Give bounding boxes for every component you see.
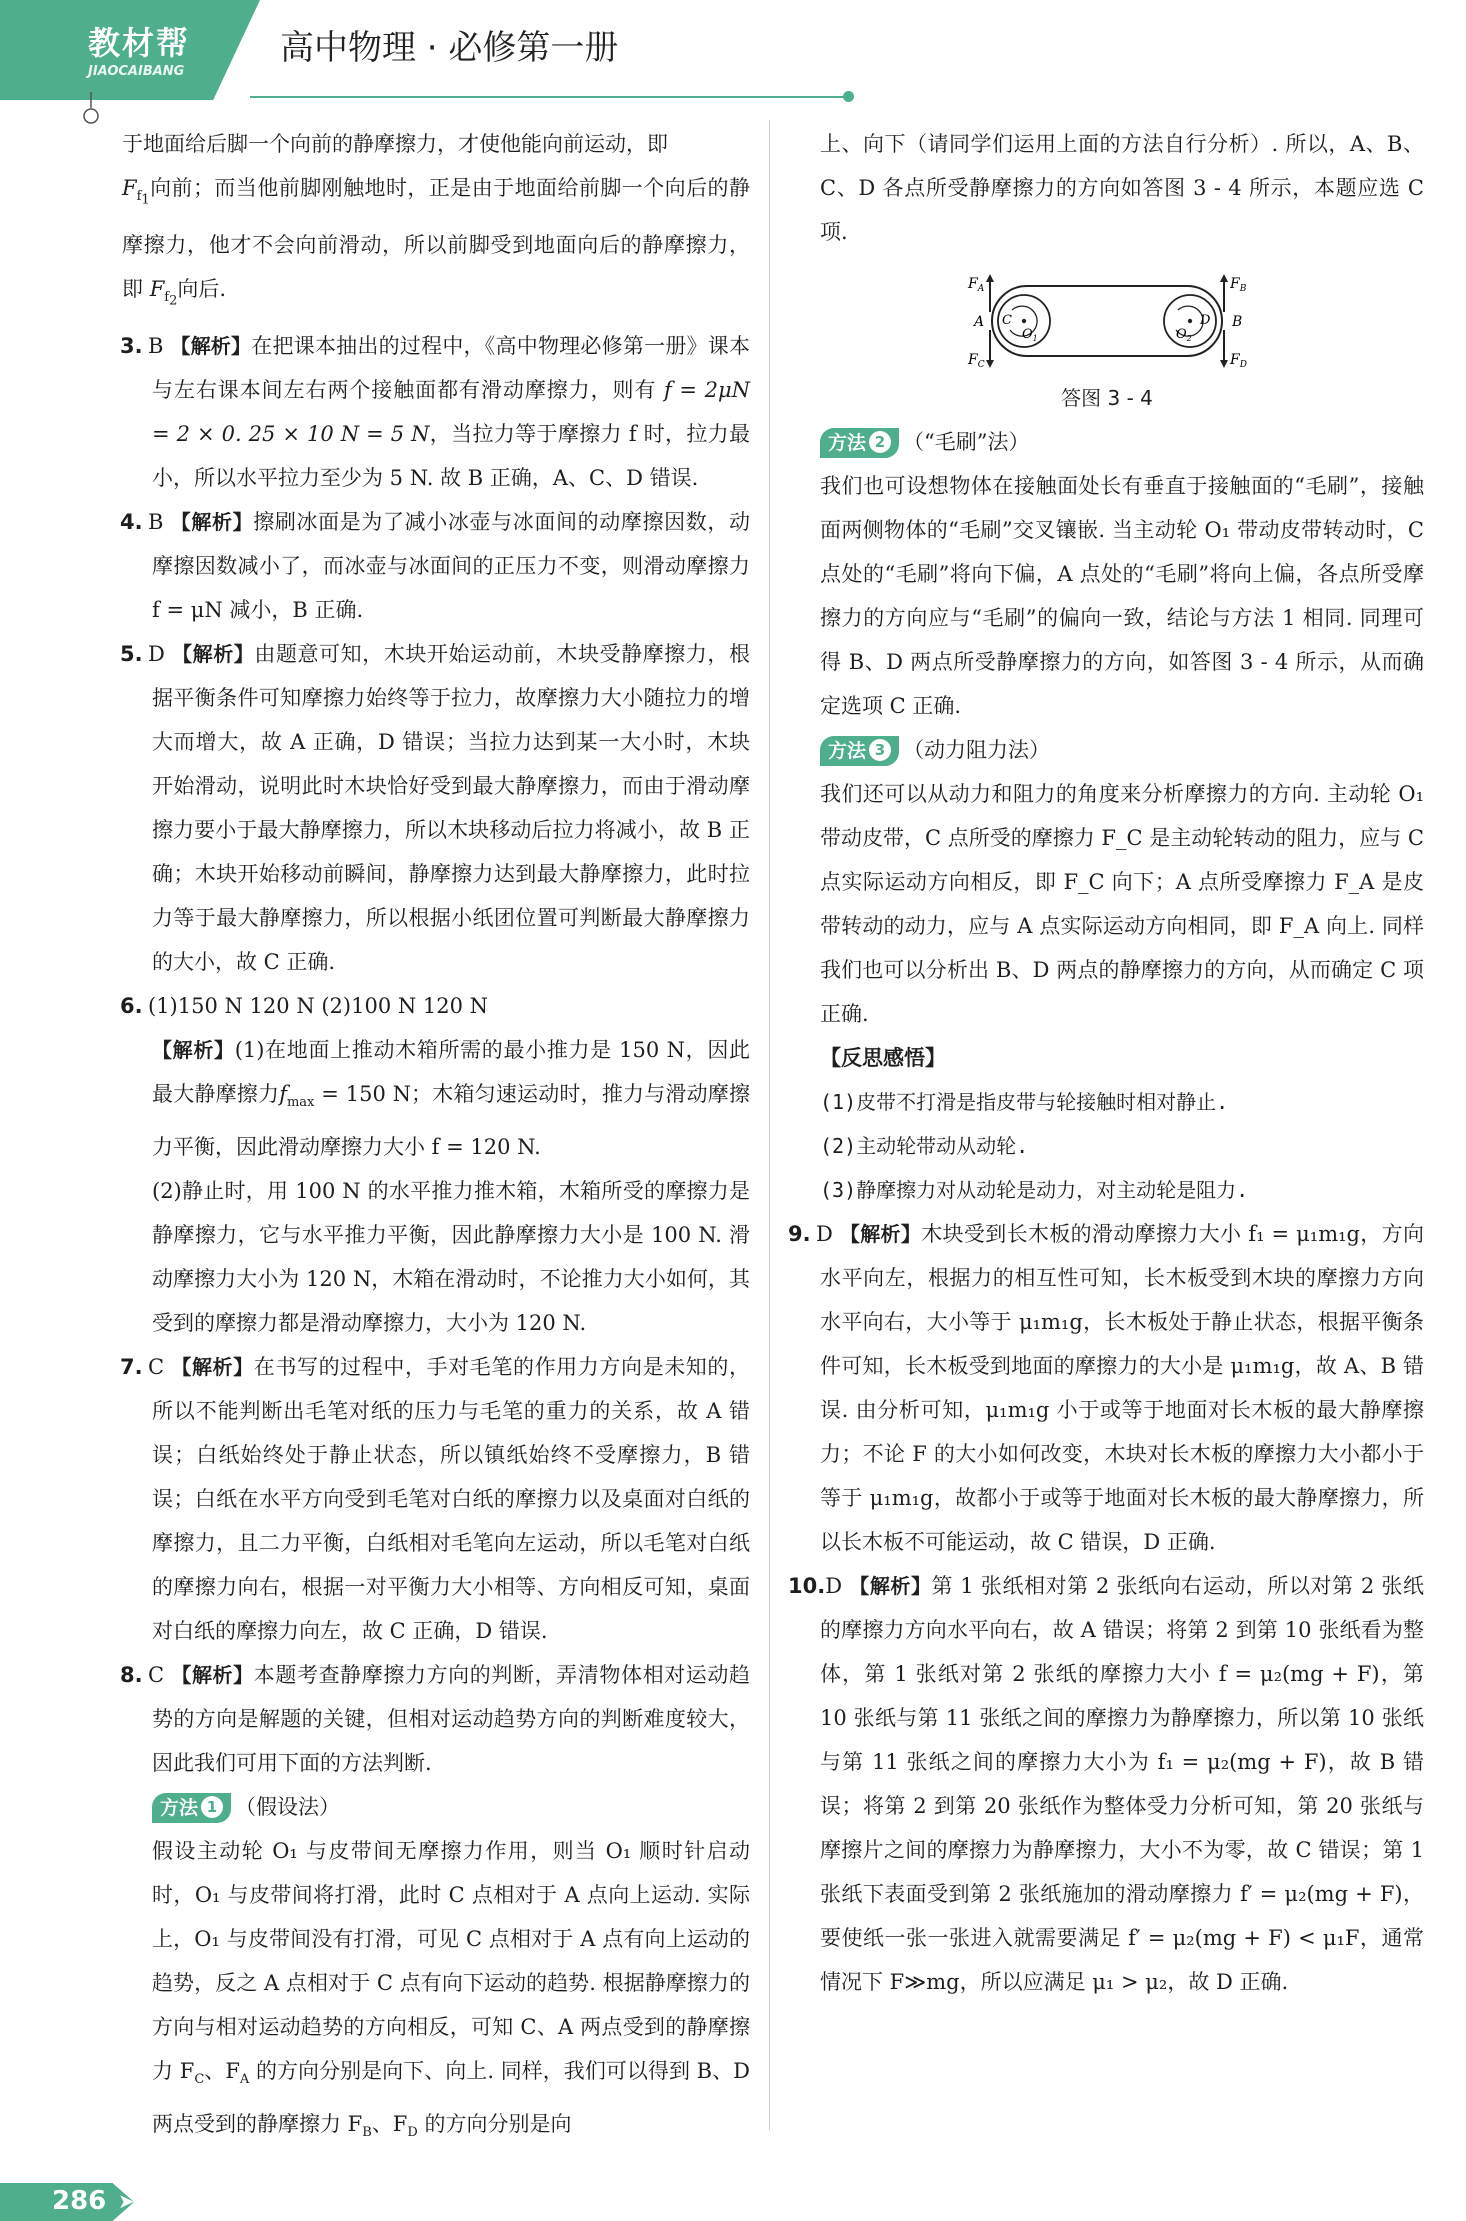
label-a: A bbox=[974, 314, 985, 330]
answer-6-explain-2: (2)静止时，用 100 N 的水平推力推木箱，木箱所受的摩擦力是静摩擦力，它与水平推力平衡，因此静摩擦力大小是 100 N. 滑动摩擦力大小为 120 N，木箱在滑动时，不论推力大小如何，其受到的摩擦力都是滑动摩擦力，大小为 120 N. bbox=[152, 1178, 750, 1335]
method-2-text: 我们也可设想物体在接触面处长有垂直于接触面的“毛刷”，接触面两侧物体的“毛刷”交叉镶嵌. 当主动轮 O₁ 带动皮带转动时，C 点处的“毛刷”将向下偏，A 点处的“毛刷”将向上偏，各点所受摩擦力的方向应与“毛刷”的偏向一致，结论与方法 1 相同. 同理可得 B、D 两点所受静摩擦力的方向，如答图 3 - 4 所示，从而确定选项 C 正确. bbox=[820, 474, 1424, 718]
brand-pinyin: JIAOCAIBANG bbox=[88, 64, 185, 79]
method-badge-1: 方法 1 bbox=[152, 1793, 231, 1823]
belt-pulley-figure bbox=[962, 272, 1252, 382]
answer-8-continued: 上、向下（请同学们运用上面的方法自行分析）. 所以，A、B、C、D 各点所受静摩擦力的方向如答图 3 - 4 所示，本题应选 C 项. bbox=[820, 132, 1424, 244]
reflection-item-3: (3)静摩擦力对从动轮是动力，对主动轮是阻力. bbox=[820, 1178, 1249, 1202]
answer-9: 9. D 【解析】木块受到长木板的滑动摩擦力大小 f₁ = μ₁m₁g，方向水平向左，根据力的相互性可知，长木板受到木块的摩擦力方向水平向右，大小等于 μ₁m₁g，长木板处于静止状态，根据平衡条件可知，长木板受到地面的摩擦力的大小是 μ₁m₁g，故 A、B 错误. 由分析可知，μ₁m₁g 小于或等于地面对长木板的最大静摩擦力；不论 F 的大小如何改变，木块对长木板的摩擦力大小都小于等于 μ₁m₁g，故都小于或等于地面对长木板的最大静摩擦力，所以长木板不可能运动，故 C 错误，D 正确. bbox=[788, 1222, 1424, 1554]
answer-3: 3. B 【解析】在把课本抽出的过程中，《高中物理必修第一册》课本与左右课本间左右两个接触面都有滑动摩擦力，则有 f = 2μN = 2 × 0. 25 × 10 N = 5 N，当拉力等于摩擦力 f 时，拉力最小，所以水平拉力至少为 5 N. 故 B 正确，A、C、D 错误. bbox=[120, 333, 751, 490]
arrow-right-icon: ➤ bbox=[118, 2189, 135, 2213]
answer-10: 10.D 【解析】第 1 张纸相对第 2 张纸向右运动，所以对第 2 张纸的摩擦力方向水平向右，故 A 错误；将第 2 到第 10 张纸看为整体，第 1 张纸对第 2 张纸的摩擦力大小 f = μ₂(mg + F)，第 10 张纸与第 11 张纸之间的摩擦力为静摩擦力，所以第 10 张纸与第 11 张纸之间的摩擦力大小为 f₁ = μ₂(mg + F)，故 B 错误；将第 2 到第 20 张纸作为整体受力分析可知，第 20 张纸与摩擦片之间的摩擦力为静摩擦力，大小不为零，故 C 错误；第 1 张纸下表面受到第 2 张纸施加的滑动摩擦力 f′ = μ₂(mg + F)，要使纸一张一张进入就需要满足 f′ = μ₂(mg + F) < μ₁F，通常情况下 F≫mg，所以应满足 μ₁ > μ₂，故 D 正确. bbox=[788, 1574, 1424, 1994]
method-1-heading: 方法 1 （假设法） bbox=[122, 1785, 750, 1829]
label-b: B bbox=[1232, 314, 1243, 330]
label-fb: $F_B$ bbox=[1230, 276, 1247, 294]
label-d: D bbox=[1200, 313, 1211, 328]
header-rule-dot bbox=[843, 91, 854, 102]
label-fd: $F_D$ bbox=[1230, 352, 1247, 370]
book-title: 高中物理 · 必修第一册 bbox=[280, 28, 619, 68]
continued-answer: 于地面给后脚一个向前的静摩擦力，才使他能向前运动，即 $F_{f_1}$向前；而当他前脚刚触地时，正是由于地面给前脚一个向后的静摩擦力，他才不会向前滑动，所以前脚受到地面向后的静摩擦力，即 $F_{f_2}$向后. bbox=[122, 132, 750, 309]
answer-8: 8. C 【解析】本题考查静摩擦力方向的判断，弄清物体相对运动趋势的方向是解题的关键，但相对运动趋势方向的判断难度较大，因此我们可用下面的方法判断. bbox=[120, 1662, 750, 1775]
figure-caption: 答图 3 - 4 bbox=[1061, 386, 1153, 410]
right-column bbox=[790, 122, 1424, 2004]
answer-6: 6. (1)150 N 120 N (2)100 N 120 N bbox=[120, 993, 489, 1018]
column-divider bbox=[769, 120, 770, 2130]
answer-7: 7. C 【解析】在书写的过程中，手对毛笔的作用力方向是未知的，所以不能判断出毛笔对纸的压力与毛笔的重力的关系，故 A 错误；白纸始终处于静止状态，所以镇纸始终不受摩擦力，B 错误；白纸在水平方向受到毛笔对白纸的摩擦力以及桌面对白纸的摩擦力，且二力平衡，白纸相对毛笔向左运动，所以毛笔对白纸的摩擦力向右，根据一对平衡力大小相等、方向相反可知，桌面对白纸的摩擦力向左，故 C 正确，D 错误. bbox=[120, 1354, 750, 1643]
label-o1: $O_1$ bbox=[1022, 327, 1038, 343]
method-3-text: 我们还可以从动力和阻力的角度来分析摩擦力的方向. 主动轮 O₁ 带动皮带，C 点所受的摩擦力 F_C 是主动轮转动的阻力，应与 C 点实际运动方向相反，即 F_C 向下；A 点所受摩擦力 F_A 是皮带转动的动力，应与 A 点实际运动方向相同，即 F_A 向上. 同样我们也可以分析出 B、D 两点的静摩擦力的方向，从而确定 C 项正确. bbox=[820, 782, 1424, 1026]
method-badge-3: 方法 3 bbox=[820, 736, 899, 766]
lightbulb-icon bbox=[82, 92, 100, 126]
label-fc: $F_C$ bbox=[968, 352, 985, 370]
reflection-item-1: (1)皮带不打滑是指皮带与轮接触时相对静止. bbox=[820, 1090, 1229, 1114]
label-o2: $O_2$ bbox=[1176, 327, 1192, 343]
answer-5: 5. D 【解析】由题意可知，木块开始运动前，木块受静摩擦力，根据平衡条件可知摩擦力始终等于拉力，故摩擦力大小随拉力的增大而增大，故 A 正确，D 错误；当拉力达到某一大小时，木块开始滑动，说明此时木块恰好受到最大静摩擦力，而由于滑动摩擦力要小于最大静摩擦力，所以木块移动后拉力将减小，故 B 正确；木块开始移动前瞬间，静摩擦力达到最大静摩擦力，此时拉力等于最大静摩擦力，所以根据小纸团位置可判断最大静摩擦力的大小，故 C 正确. bbox=[120, 641, 750, 974]
label-c: C bbox=[1002, 313, 1012, 328]
reflection-title: 【反思感悟】 bbox=[820, 1046, 946, 1070]
belt-outline bbox=[992, 286, 1222, 356]
left-column bbox=[122, 122, 750, 2155]
answer-6-explain-1: 【解析】(1)在地面上推动木箱所需的最小推力是 150 N，因此最大静摩擦力$f_{max} = 150$ N；木箱匀速运动时，推力与滑动摩擦力平衡，因此滑动摩擦力大小 f = 120 N. bbox=[152, 1037, 751, 1159]
method-2-heading: 方法 2 （“毛刷”法） bbox=[790, 420, 1424, 464]
method-badge-2: 方法 2 bbox=[820, 428, 899, 458]
header-rule bbox=[250, 96, 848, 98]
label-fa: $F_A$ bbox=[968, 276, 985, 294]
method-3-heading: 方法 3 （动力阻力法） bbox=[790, 728, 1424, 772]
page-number: 286 bbox=[52, 2186, 107, 2216]
reflection-item-2: (2)主动轮带动从动轮. bbox=[820, 1134, 1029, 1158]
brand-logo-text: 教材帮 bbox=[88, 24, 191, 62]
method-1-text: 假设主动轮 O₁ 与皮带间无摩擦力作用，则当 O₁ 顺时针启动时，O₁ 与皮带间将打滑，此时 C 点相对于 A 点向上运动. 实际上，O₁ 与皮带间没有打滑，可见 C 点相对于 A 点有向上运动的趋势，反之 A 点相对于 C 点有向下运动的趋势. 根据静摩擦力的方向与相对运动趋势的方向相反，可知 C、A 两点受到的静摩擦力 $F_C$、$F_A$ 的方向分别是向下、向上. 同样，我们可以得到 B、D 两点受到的静摩擦力 $F_B$、$F_D$ 的方向分别是向 bbox=[152, 1838, 751, 2141]
answer-4: 4. B 【解析】擦刷冰面是为了减小冰壶与冰面间的动摩擦因数，动摩擦因数减小了，而冰壶与冰面间的正压力不变，则滑动摩擦力 f = μN 减小，B 正确. bbox=[120, 509, 750, 622]
